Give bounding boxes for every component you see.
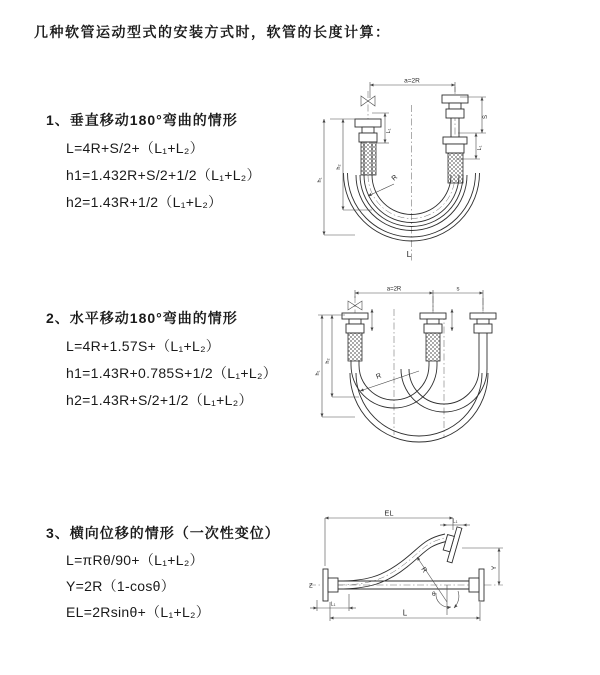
- formula-line: Y=2R（1-cosθ）: [66, 578, 176, 594]
- left-flange-fitting: [355, 119, 381, 175]
- dimension-lines: [318, 290, 483, 417]
- formula-line: h2=1.43R+1/2（L₁+L₂）: [66, 194, 223, 210]
- dim-label-l1-bottom: L₁: [330, 601, 336, 608]
- dim-label-a2r: a=2R: [386, 286, 402, 293]
- diagram-vertical-180-bend: [310, 75, 550, 265]
- upper-tilted-flange: [440, 525, 461, 563]
- dim-label-s: S: [483, 114, 489, 120]
- diagram-lateral-displacement: [305, 508, 575, 653]
- dim-label-l: L: [406, 249, 412, 259]
- dim-label-h2: h₂: [325, 358, 331, 364]
- dim-label-y: Y: [491, 565, 498, 571]
- braid-section: [348, 333, 362, 361]
- dim-label-h1: h₁: [315, 370, 321, 376]
- formula-line: h2=1.43R+S/2+1/2（L₁+L₂）: [66, 392, 253, 408]
- dim-label-r: R: [375, 372, 383, 381]
- formula-line: L=4R+1.57S+（L₁+L₂）: [66, 338, 221, 354]
- dim-label-r: R: [390, 173, 400, 183]
- dim-label-l1-right: L₁: [477, 145, 483, 151]
- dim-label-h1: h₁: [317, 177, 323, 183]
- formula-line: L=4R+S/2+（L₁+L₂）: [66, 140, 204, 156]
- dim-label-r: R: [419, 566, 428, 575]
- left-flange: [323, 569, 338, 601]
- formula-line: h1=1.432R+S/2+1/2（L₁+L₂）: [66, 167, 261, 183]
- right-flange: [469, 569, 484, 601]
- section-1-heading: 1、垂直移动180°弯曲的情形: [46, 112, 238, 128]
- formula-line: L=πRθ/90+（L₁+L₂）: [66, 552, 204, 568]
- flange-fittings: [342, 313, 496, 361]
- dim-label-l1-left: L₁: [386, 128, 392, 134]
- dim-label-h2: h₂: [336, 164, 342, 170]
- dimension-lines: [310, 518, 503, 621]
- dim-label-l: L: [402, 608, 408, 618]
- right-flange-fitting: [442, 95, 468, 183]
- formula-line: EL=2Rsinθ+（L₁+L₂）: [66, 604, 211, 620]
- braid-section: [426, 333, 440, 361]
- dim-label-a2r: a=2R: [404, 77, 420, 85]
- dim-label-l1-top: L₁: [452, 518, 458, 525]
- dim-label-theta: θ: [432, 591, 436, 598]
- formula-line: h1=1.43R+0.785S+1/2（L₁+L₂）: [66, 365, 277, 381]
- section-3-heading: 3、横向位移的情形（一次性变位）: [46, 525, 280, 541]
- braid-section: [448, 153, 463, 183]
- centerlines: [355, 296, 483, 437]
- dim-label-el: EL: [384, 508, 394, 518]
- braid-section: [361, 142, 376, 175]
- dim-label-s: s: [456, 286, 460, 293]
- diagram-horizontal-180-bend: [315, 285, 555, 460]
- section-2-heading: 2、水平移动180°弯曲的情形: [46, 310, 238, 326]
- page-title: 几种软管运动型式的安装方式时，软管的长度计算：: [34, 24, 391, 40]
- dim-label-z: Z: [309, 583, 313, 590]
